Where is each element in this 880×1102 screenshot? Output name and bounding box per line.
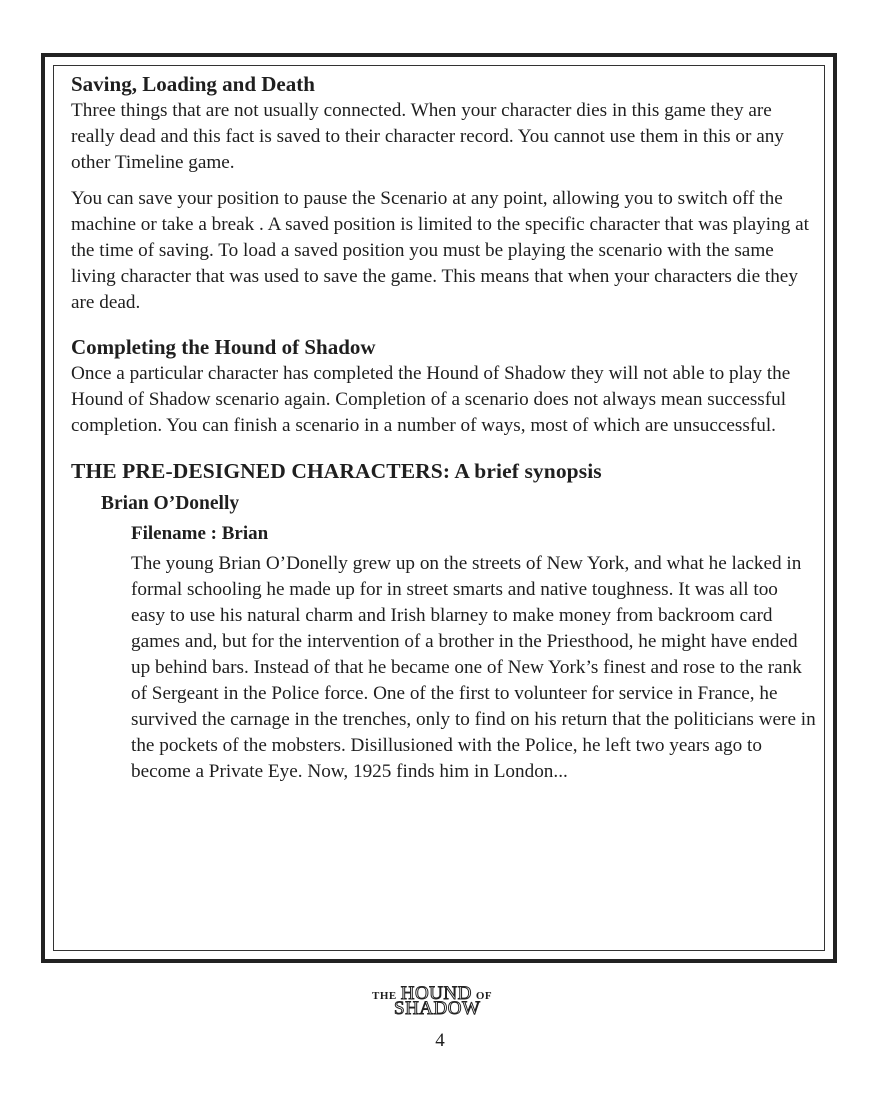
logo-of: OF [475, 990, 493, 1002]
hound-of-shadow-logo [372, 983, 512, 1021]
paragraph-saving-2: You can save your position to pause the Scenario at any point, allowing you to switch off the machine or take a break . A saved position is limited to the specific character that was playing at the time of saving. To load a saved position you must be playing the scenario with the same living character that was used to save the game. This means that when your characters die they are dead. [71, 188, 809, 313]
logo-hound: HOUND [400, 983, 472, 1004]
page-frame [41, 53, 837, 963]
characters-section-title: THE PRE-DESIGNED CHARACTERS: A brief synopsis [71, 459, 602, 483]
character-name: Brian O’Donelly [101, 493, 240, 514]
heading-saving-loading-death: Saving, Loading and Death [71, 72, 315, 96]
page-number: 4 [435, 1030, 445, 1051]
character-description: The young Brian O’Donelly grew up on the streets of New York, and what he lacked in formal schooling he made up for in street smarts and native toughness. It was all too easy to use his natural charm and Irish blarney to make money from backroom card games and, but for the intervention of a brother in the Priesthood, he might have ended up behind bars. Instead of that he became one of New York’s finest and rose to the rank of Sergeant in the Police force. One of the first to volunteer for service in France, he survived the carnage in the trenches, only to find on his return that the politicians were in the pockets of the mobsters. Disillusioned with the Police, he left two years ago to become a Private Eye. Now, 1925 finds him in London... [131, 553, 816, 782]
heading-completing: Completing the Hound of Shadow [71, 335, 376, 359]
page-content [71, 71, 816, 785]
character-filename: Filename : Brian [131, 523, 269, 544]
paragraph-completing: Once a particular character has completed the Hound of Shadow they will not able to play the Hound of Shadow scenario again. Completion of a scenario does not always mean successful completion. You can finish a scenario in a number of ways, most of which are unsuccessful. [71, 363, 791, 436]
logo-shadow: SHADOW [394, 998, 481, 1019]
paragraph-saving-1: Three things that are not usually connected. When your character dies in this game they are really dead and this fact is saved to their character record. You cannot use them in this or any other Timeline game. [71, 100, 784, 173]
logo-the: THE [372, 990, 397, 1002]
